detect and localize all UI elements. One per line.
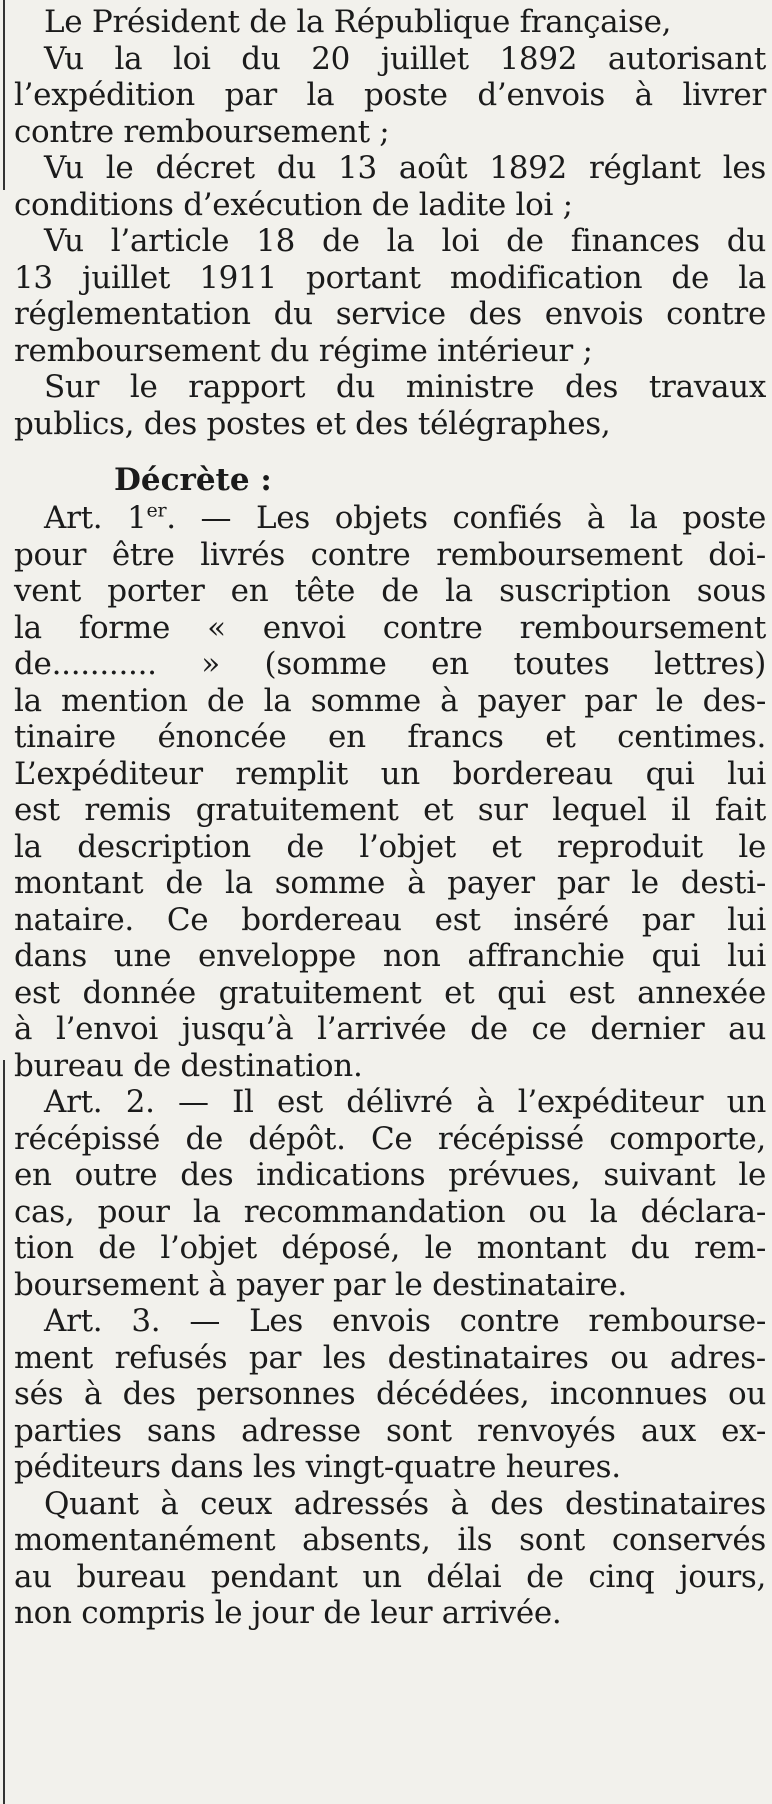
article-line: sés à des personnes décédées, inconnues ou [14,1376,766,1412]
article-paragraph [14,1084,766,1303]
article-line: récépissé de dépôt. Ce récépissé comporte, [14,1120,766,1157]
article-1-line: vent porter en tête de la suscription sous [14,573,766,609]
preamble-line: l’expédition par la poste d’envois à livrer [14,77,766,113]
preamble-paragraph [14,150,766,223]
article-1-line: de........... » (somme en toutes lettres) [14,646,766,682]
article-line: boursement à payer par le destinataire. [14,1266,627,1303]
article-1-line: nataire. Ce bordereau est inséré par lui [14,901,766,938]
column-rule-bottom [3,1060,5,1804]
preamble-line: 13 juillet 1911 portant modification de la [14,259,766,296]
preamble-line: conditions d’exécution de ladite loi ; [14,186,573,223]
preamble-line: réglementation du service des envois contre [14,296,766,332]
article-line: péditeurs dans les vingt-quatre heures. [14,1449,621,1485]
article-1-line: tinaire énoncée en francs et centimes. [14,719,766,755]
article-1-line: à l’envoi jusqu’à l’arrivée de ce dernier au [14,1011,766,1047]
article-1-body [14,537,766,1085]
preamble-paragraph [14,223,766,369]
preamble [14,4,766,442]
preamble-paragraph [14,369,766,442]
decree-heading: Décrète : [114,462,272,498]
article-1-first-text: . — Les objets confiés à la poste [166,500,766,536]
article-1-line: est remis gratuitement et sur lequel il fait [14,792,766,828]
article-line: Art. 2. — Il est délivré à l’expéditeur un [44,1084,766,1120]
article-1-superscript: er [146,499,167,522]
article-line: en outre des indications prévues, suivant le [14,1157,766,1193]
article-1-first-line [14,500,766,537]
article-1-line: L’expéditeur remplit un bordereau qui lui [14,755,766,792]
preamble-line: contre remboursement ; [14,113,390,150]
article-1-label: Art. 1 [44,500,147,536]
article-1-line: la forme « envoi contre remboursement [14,609,766,646]
article-line: ment refusés par les destinataires ou adres- [14,1339,766,1376]
article-line: Quant à ceux adressés à des destinataires [44,1485,766,1522]
article-1-line: est donnée gratuitement et qui est annexée [14,974,766,1011]
article-1-line: bureau de destination. [14,1047,363,1084]
article-1-line: la mention de la somme à payer par le des- [14,682,766,719]
articles [14,1084,766,1632]
preamble-line: Vu l’article 18 de la loi de finances du [44,223,766,259]
preamble-line: remboursement du régime intérieur ; [14,332,593,369]
preamble-line: publics, des postes et des télégraphes, [14,405,611,442]
preamble-line: Vu la loi du 20 juillet 1892 autorisant [44,40,766,77]
article-1-line: dans une enveloppe non affranchie qui lui [14,938,766,974]
article-line: cas, pour la recommandation ou la déclara- [14,1193,766,1230]
column-rule-top [3,0,5,190]
article-paragraph [14,1486,766,1632]
preamble-paragraph [14,41,766,151]
article-paragraph [14,1303,766,1486]
article-line: Art. 3. — Les envois contre rembourse- [44,1303,766,1339]
article-1-line: la description de l’objet et reproduit le [14,828,766,865]
preamble-line: Le Président de la République française, [44,4,672,40]
article-line: tion de l’objet déposé, le montant du rem- [14,1230,766,1266]
article-1 [14,500,766,1084]
preamble-line: Vu le décret du 13 août 1892 réglant les [44,150,766,186]
preamble-line: Sur le rapport du ministre des travaux [44,369,766,405]
article-line: au bureau pendant un délai de cinq jours, [14,1558,766,1595]
article-1-line: montant de la somme à payer par le desti- [14,865,766,901]
preamble-paragraph [14,4,766,41]
article-line: momentanément absents, ils sont conservés [14,1522,766,1558]
article-line: parties sans adresse sont renvoyés aux ex- [14,1412,766,1449]
article-line: non compris le jour de leur arrivée. [14,1595,562,1631]
article-1-line: pour être livrés contre remboursement doi- [14,536,766,573]
